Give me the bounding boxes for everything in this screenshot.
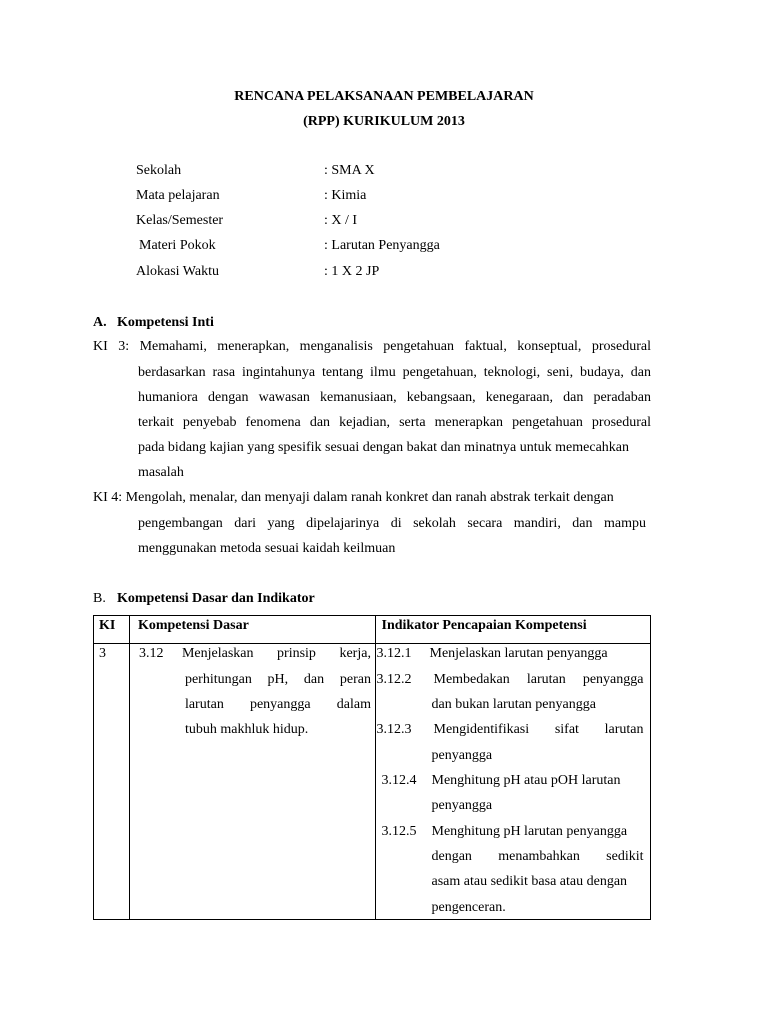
info-value: : Larutan Penyangga (324, 238, 440, 253)
ki4-line: menggunakan metoda sesuai kaidah keilmuan (138, 541, 396, 556)
indicator-line: dengan menambahkan sedikit (431, 849, 644, 864)
table-row (94, 644, 651, 920)
info-value: : Kimia (324, 188, 367, 203)
section-letter: B. (93, 591, 106, 606)
kd-line: Menjelaskan prinsip kerja, (181, 646, 371, 661)
section-a-heading (93, 315, 214, 331)
kd-line: tubuh makhluk hidup. (184, 722, 309, 737)
indicator-line: Menghitung pH atau pOH larutan (431, 773, 621, 788)
info-value: : 1 X 2 JP (324, 264, 380, 279)
table-header (94, 616, 130, 644)
indicator-line: dan bukan larutan penyangga (431, 697, 596, 712)
indicator-line: Mengidentifikasi sifat larutan (433, 722, 644, 737)
table-header (375, 616, 651, 644)
ki3-line: berdasarkan rasa ingintahunya tentang ilmu pengetahuan, teknologi, seni, budaya, dan (138, 365, 651, 380)
indicator-code: 3.12.3 (376, 722, 412, 737)
ki4-line: KI 4: Mengolah, menalar, dan menyaji dalam ranah konkret dan ranah abstrak terkait dengan (93, 490, 614, 505)
header-indicator: Indikator Pencapaian Kompetensi (381, 618, 587, 633)
info-label: Sekolah (136, 163, 182, 178)
indicator-line: Membedakan larutan penyangga (433, 672, 644, 687)
info-value: : X / I (324, 213, 358, 228)
indicator-line: Menghitung pH larutan penyangga (431, 824, 628, 839)
document-title: RENCANA PELAKSANAAN PEMBELAJARAN (234, 89, 534, 104)
header-ki: KI (99, 618, 116, 633)
indicator-line: asam atau sedikit basa atau dengan (431, 874, 628, 889)
section-b-heading (93, 591, 315, 607)
header-kd: Kompetensi Dasar (137, 618, 249, 633)
info-value: : SMA X (324, 163, 375, 178)
table-cell-kd (129, 644, 375, 920)
section-title: Kompetensi Inti (117, 315, 214, 330)
ki-value: 3 (99, 646, 106, 661)
section-letter: A. (93, 315, 107, 330)
ki4-line: pengembangan dari yang dipelajarinya di sekolah secara mandiri, dan mampu (138, 516, 646, 531)
ki3-line: terkait penyebab fenomena dan kejadian, serta menerapkan pengetahuan prosedural (138, 415, 651, 430)
table-header (129, 616, 375, 644)
ki3-line: humaniora dengan wawasan kemanusiaan, kebangsaan, kenegaraan, dan peradaban (138, 390, 651, 405)
indicator-code: 3.12.4 (381, 773, 417, 788)
table-cell-indicators (375, 644, 651, 920)
indicator-line: penyangga (431, 748, 493, 763)
kd-line: perhitungan pH, dan peran (184, 672, 371, 687)
ki3-line: pada bidang kajian yang spesifik sesuai dengan bakat dan minatnya untuk memecahkan (138, 440, 630, 455)
indicator-line: pengenceran. (431, 900, 506, 915)
ki3-line: KI 3: Memahami, menerapkan, menganalisis pengetahuan faktual, konseptual, prosedural (93, 339, 651, 354)
table-header-row (94, 616, 651, 644)
info-label: Kelas/Semester (136, 213, 224, 228)
indicator-line: Menjelaskan larutan penyangga (429, 646, 608, 661)
indicator-code: 3.12.2 (376, 672, 412, 687)
table-cell-ki (94, 644, 130, 920)
info-label: Alokasi Waktu (136, 264, 219, 279)
competency-table (93, 615, 651, 920)
kd-number: 3.12 (138, 646, 164, 661)
info-label: Mata pelajaran (136, 188, 220, 203)
indicator-code: 3.12.5 (381, 824, 417, 839)
indicator-line: penyangga (431, 798, 493, 813)
document-subtitle: (RPP) KURIKULUM 2013 (303, 114, 465, 129)
kd-line: larutan penyangga dalam (184, 697, 371, 712)
section-title: Kompetensi Dasar dan Indikator (117, 591, 315, 606)
ki3-line: masalah (138, 465, 184, 480)
info-label: Materi Pokok (139, 238, 216, 253)
indicator-code: 3.12.1 (376, 646, 412, 661)
